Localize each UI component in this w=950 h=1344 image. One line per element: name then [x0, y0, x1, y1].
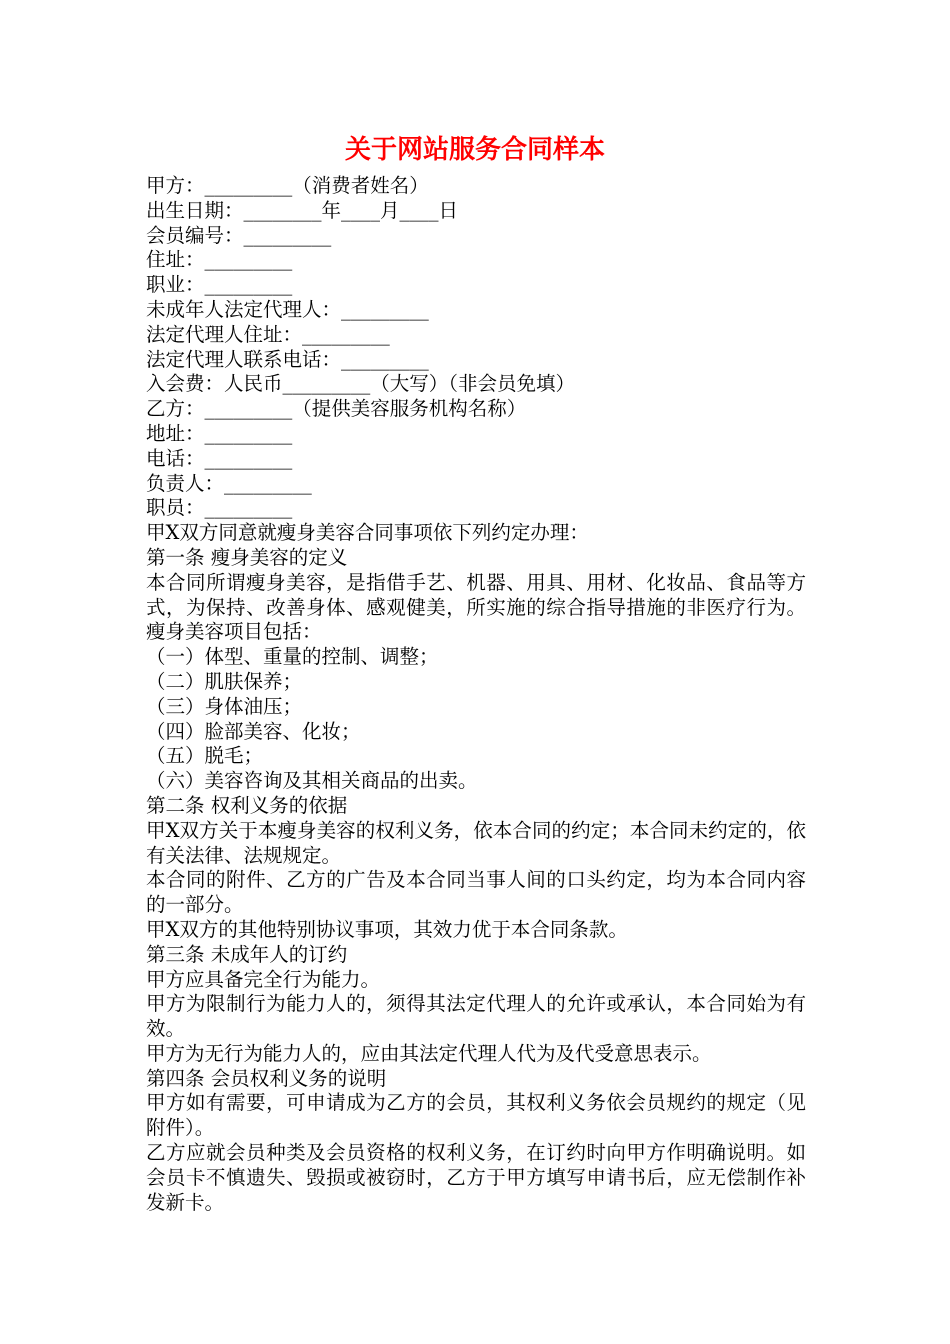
birth-date-line: 出生日期：________年____月____日 [146, 198, 459, 222]
article-2-paragraph-2: 本合同的附件、乙方的广告及本合同当事人间的口头约定，均为本合同内容的一部分。 [146, 868, 806, 917]
list-item: （五）脱毛； [146, 744, 264, 768]
article-4-paragraph-2: 乙方应就会员种类及会员资格的权利义务，在订约时向甲方作明确说明。如会员卡不慎遗失、毁损或被窃时，乙方于甲方填写申请书后，应无偿制作补发新卡。 [146, 1141, 806, 1214]
list-item: （二）肌肤保养； [146, 669, 303, 693]
list-item: （三）身体油压； [146, 694, 303, 718]
address-line: 住址：_________ [146, 248, 293, 272]
list-item: （六）美容咨询及其相关商品的出卖。 [146, 769, 478, 793]
list-item: （一）体型、重量的控制、调整； [146, 645, 439, 669]
list-item: （四）脸部美容、化妆； [146, 719, 361, 743]
document-body [146, 174, 806, 1215]
document-title: 关于网站服务合同样本 [344, 135, 605, 165]
article-2-heading: 第二条 权利义务的依据 [146, 793, 348, 817]
guardian-address-line: 法定代理人住址：_________ [146, 322, 390, 346]
article-4-heading: 第四条 会员权利义务的说明 [146, 1066, 387, 1090]
article-2-paragraph-1: 甲X双方关于本瘦身美容的权利义务，依本合同的约定；本合同未约定的，依有关法律、法规规定。 [146, 818, 806, 867]
party-b-address-line: 地址：_________ [146, 421, 293, 445]
article-1-paragraph: 本合同所谓瘦身美容，是指借手艺、机器、用具、用材、化妆品、食品等方式，为保持、改善身体、感观健美，所实施的综合指导措施的非医疗行为。瘦身美容项目包括： [146, 570, 806, 644]
article-3-paragraph-2: 甲方为限制行为能力人的，须得其法定代理人的允许或承认，本合同始为有效。 [146, 992, 806, 1041]
guardian-line: 未成年人法定代理人：_________ [146, 297, 429, 321]
article-3-paragraph-3: 甲方为无行为能力人的，应由其法定代理人代为及代受意思表示。 [146, 1041, 712, 1065]
party-a-line: 甲方：_________（消费者姓名） [146, 174, 429, 197]
staff-line: 职员：_________ [146, 496, 293, 520]
article-3-heading: 第三条 未成年人的订约 [146, 942, 348, 966]
member-number-line: 会员编号：_________ [146, 223, 332, 247]
party-b-line: 乙方：_________（提供美容服务机构名称） [146, 397, 527, 421]
article-3-paragraph-1: 甲方应具备完全行为能力。 [146, 967, 381, 991]
article-4-paragraph-1: 甲方如有需要，可申请成为乙方的会员，其权利义务依会员规约的规定（见附件）。 [146, 1091, 806, 1140]
agreement-intro-line: 甲X双方同意就瘦身美容合同事项依下列约定办理： [146, 521, 589, 545]
membership-fee-line: 入会费：人民币_________（大写）（非会员免填） [146, 372, 576, 396]
party-b-phone-line: 电话：_________ [146, 446, 293, 470]
article-2-paragraph-3: 甲X双方的其他特别协议事项，其效力优于本合同条款。 [146, 917, 628, 941]
guardian-phone-line: 法定代理人联系电话：_________ [146, 347, 429, 371]
article-1-heading: 第一条 瘦身美容的定义 [146, 545, 348, 569]
responsible-person-line: 负责人：_________ [146, 471, 312, 495]
occupation-line: 职业：_________ [146, 273, 293, 297]
